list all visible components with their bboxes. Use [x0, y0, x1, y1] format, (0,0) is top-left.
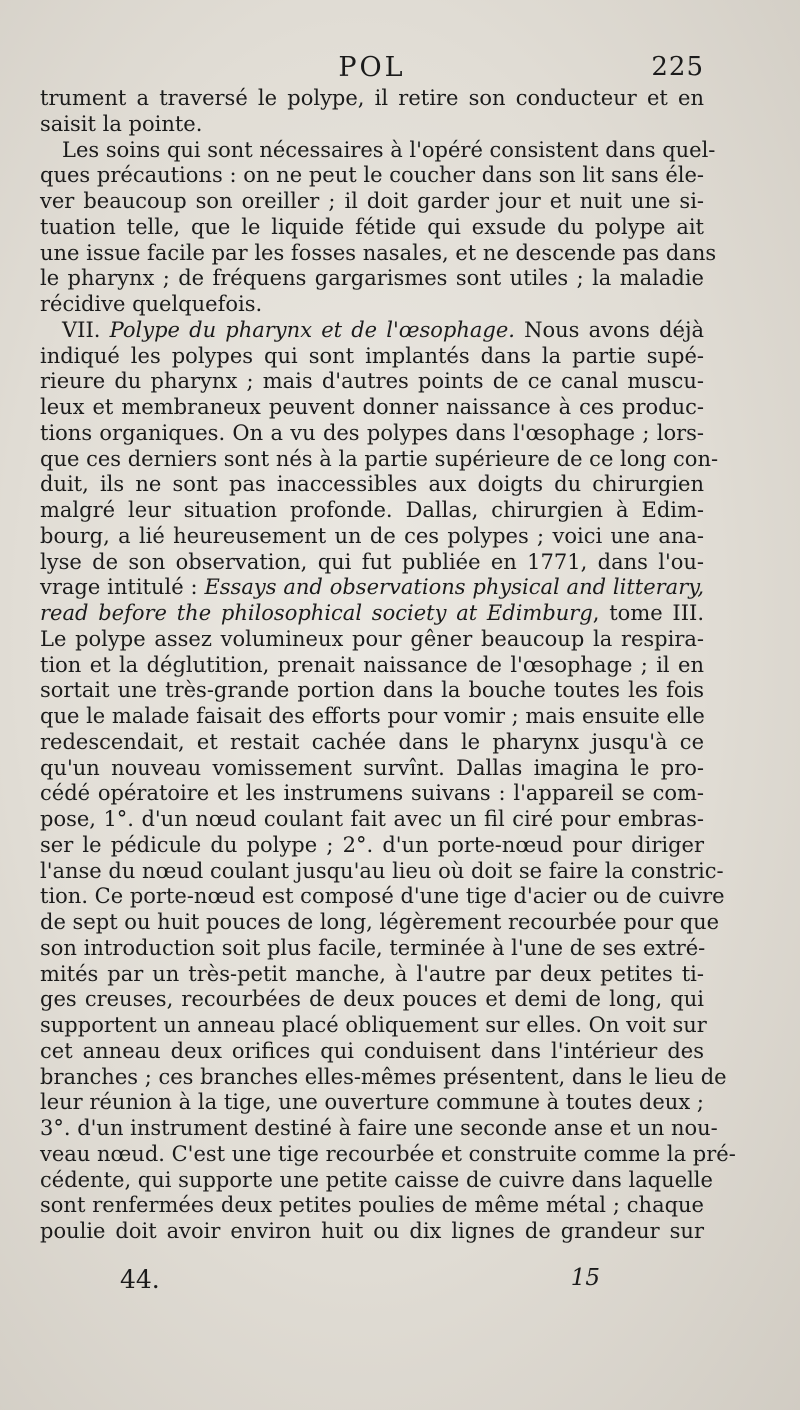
- text-line: tion et la déglutition, prenait naissance de l'œsophage ; il en: [40, 652, 704, 677]
- text-line: leux et membraneux peuvent donner naissance à ces produc-: [40, 395, 704, 419]
- text-line: qu'un nouveau vomissement survînt. Dallas imagina le pro-: [40, 755, 704, 780]
- text-line: que ces derniers sont nés à la partie supérieure de ce long con-: [40, 446, 719, 471]
- page-footer: [120, 1265, 600, 1301]
- text-line: leur réunion à la tige, une ouverture commune à toutes deux ;: [40, 1090, 704, 1115]
- signature-mark: 44.: [120, 1265, 160, 1294]
- text-line: saisit la pointe.: [40, 111, 203, 136]
- text-line: ver beaucoup son oreiller ; il doit garder jour et nuit une si-: [40, 189, 704, 213]
- text-line: [40, 575, 704, 601]
- text-line: cédé opératoire et les instrumens suivans : l'appareil se com-: [40, 781, 704, 806]
- text-segment: vrage intitulé :: [40, 575, 205, 600]
- text-line: redescendait, et restait cachée dans le pharynx jusqu'à ce: [40, 729, 704, 754]
- text-line: veau nœud. C'est une tige recourbée et construite comme la pré-: [40, 1141, 736, 1166]
- text-line: sont renfermées deux petites poulies de même métal ; chaque: [40, 1193, 704, 1218]
- text-line: l'anse du nœud coulant jusqu'au lieu où doit se faire la constric-: [40, 858, 724, 883]
- page-header: [40, 52, 704, 86]
- text-segment: VII.: [62, 317, 110, 342]
- text-line: ser le pédicule du polype ; 2°. d'un porte-nœud pour diriger: [40, 832, 704, 857]
- body-text: [40, 86, 736, 1245]
- italic-text: read before the philosophical society at Edimburg: [40, 601, 593, 625]
- text-line: cet anneau deux orifices qui conduisent dans l'intérieur des: [40, 1038, 704, 1063]
- text-line: que le malade faisait des efforts pour vomir ; mais ensuite elle: [40, 704, 705, 728]
- text-line: tion. Ce porte-nœud est composé d'une tige d'acier ou de cuivre: [40, 884, 725, 909]
- running-head: POL: [338, 52, 406, 83]
- text-line: de sept ou huit pouces de long, légèrement recourbée pour que: [40, 910, 720, 934]
- text-line: [40, 318, 704, 344]
- text-line: le pharynx ; de fréquens gargarismes sont utiles ; la maladie: [40, 266, 704, 291]
- text-line: tuation telle, que le liquide fétide qui exsude du polype ait: [40, 214, 704, 239]
- text-line: malgré leur situation profonde. Dallas, chirurgien à Edim-: [40, 498, 704, 522]
- text-line: trument a traversé le polype, il retire son conducteur et en: [40, 86, 704, 110]
- text-line: branches ; ces branches elles-mêmes présentent, dans le lieu de: [40, 1064, 727, 1089]
- text-line: 3°. d'un instrument destiné à faire une seconde anse et un nou-: [40, 1116, 718, 1140]
- page-number: 225: [651, 52, 704, 82]
- text-line: ques précautions : on ne peut le coucher dans son lit sans éle-: [40, 163, 704, 188]
- text-line: pose, 1°. d'un nœud coulant fait avec un fil ciré pour embras-: [40, 807, 704, 831]
- text-line: une issue facile par les fosses nasales, et ne descende pas dans: [40, 240, 717, 265]
- text-line: tions organiques. On a vu des polypes dans l'œsophage ; lors-: [40, 420, 704, 445]
- text-line: son introduction soit plus facile, terminée à l'une de ses extré-: [40, 935, 706, 960]
- italic-text: Essays and observations physical and litterary,: [204, 575, 704, 600]
- text-line: indiqué les polypes qui sont implantés dans la partie supé-: [40, 343, 704, 368]
- text-line: ges creuses, recourbées de deux pouces et demi de long, qui: [40, 987, 704, 1012]
- text-line: bourg, a lié heureusement un de ces polypes ; voici une ana-: [40, 523, 704, 548]
- sheet-number: 15: [570, 1265, 600, 1291]
- text-line: rieure du pharynx ; mais d'autres points de ce canal muscu-: [40, 369, 704, 394]
- text-segment: , tome III.: [592, 601, 704, 625]
- text-line: Le polype assez volumineux pour gêner beaucoup la respira-: [40, 626, 704, 651]
- text-line: sortait une très-grande portion dans la bouche toutes les fois: [40, 678, 704, 703]
- text-line: mités par un très-petit manche, à l'autre par deux petites ti-: [40, 961, 704, 986]
- text-segment: Nous avons déjà: [514, 317, 705, 342]
- text-line: récidive quelquefois.: [40, 292, 263, 316]
- italic-text: Polype du pharynx et de l'œsophage.: [109, 317, 515, 342]
- text-line: [40, 601, 704, 627]
- text-line: lyse de son observation, qui fut publiée en 1771, dans l'ou-: [40, 549, 704, 574]
- text-line: poulie doit avoir environ huit ou dix lignes de grandeur sur: [40, 1219, 704, 1243]
- text-line: cédente, qui supporte une petite caisse de cuivre dans laquelle: [40, 1167, 713, 1192]
- text-line: duit, ils ne sont pas inaccessibles aux doigts du chirurgien: [40, 472, 704, 497]
- text-line: Les soins qui sont nécessaires à l'opéré consistent dans quel-: [62, 137, 716, 162]
- text-line: supportent un anneau placé obliquement sur elles. On voit sur: [40, 1013, 707, 1037]
